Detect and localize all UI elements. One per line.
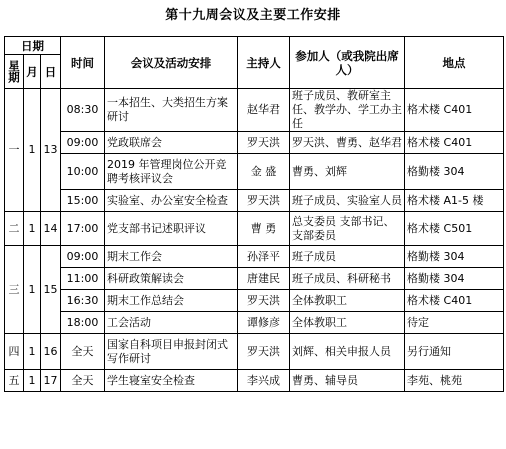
schedule-body [5, 89, 504, 392]
table-row [5, 89, 504, 132]
location-cell: 格勤楼 304 [405, 154, 504, 190]
time-cell: 17:00 [61, 212, 105, 246]
time-cell: 16:30 [61, 290, 105, 312]
day-week-cell: 一 [5, 89, 24, 212]
attendees-cell: 班子成员、教研室主任、教学办、学工办主任 [290, 89, 405, 132]
attendees-cell: 全体教职工 [290, 312, 405, 334]
host-cell: 唐建民 [238, 268, 290, 290]
host-cell: 赵华君 [238, 89, 290, 132]
header-activity: 会议及活动安排 [105, 37, 238, 89]
attendees-cell: 班子成员、科研秘书 [290, 268, 405, 290]
day-month-cell: 1 [24, 334, 41, 370]
page-title: 第十九周会议及主要工作安排 [165, 8, 341, 23]
table-row [5, 132, 504, 154]
activity-cell: 工会活动 [105, 312, 238, 334]
day-date-cell: 17 [41, 370, 61, 392]
time-cell: 全天 [61, 334, 105, 370]
table-row [5, 190, 504, 212]
day-month-cell: 1 [24, 246, 41, 334]
activity-cell: 期末工作总结会 [105, 290, 238, 312]
header-attendees: 参加人（或我院出席人） [290, 37, 405, 89]
day-week-cell: 四 [5, 334, 24, 370]
location-cell: 格术楼 C401 [405, 89, 504, 132]
table-row [5, 154, 504, 190]
time-cell: 15:00 [61, 190, 105, 212]
host-cell: 谭修彦 [238, 312, 290, 334]
host-cell: 曹 勇 [238, 212, 290, 246]
time-cell: 08:30 [61, 89, 105, 132]
host-cell: 罗天洪 [238, 290, 290, 312]
header-week: 星期 [5, 55, 24, 89]
time-cell: 10:00 [61, 154, 105, 190]
activity-cell: 2019 年管理岗位公开竞聘考核评议会 [105, 154, 238, 190]
table-row [5, 312, 504, 334]
day-date-cell: 15 [41, 246, 61, 334]
header-time: 时间 [61, 37, 105, 89]
attendees-cell: 班子成员 [290, 246, 405, 268]
location-cell: 格术楼 C401 [405, 290, 504, 312]
schedule-table [4, 36, 504, 392]
table-row [5, 334, 504, 370]
time-cell: 11:00 [61, 268, 105, 290]
location-cell: 格术楼 C501 [405, 212, 504, 246]
activity-cell: 期末工作会 [105, 246, 238, 268]
attendees-cell: 班子成员、实验室人员 [290, 190, 405, 212]
host-cell: 孙泽平 [238, 246, 290, 268]
attendees-cell: 总支委员 支部书记、支部委员 [290, 212, 405, 246]
table-row [5, 290, 504, 312]
table-row [5, 370, 504, 392]
host-cell: 罗天洪 [238, 190, 290, 212]
day-week-cell: 三 [5, 246, 24, 334]
activity-cell: 科研政策解读会 [105, 268, 238, 290]
time-cell: 09:00 [61, 246, 105, 268]
location-cell: 另行通知 [405, 334, 504, 370]
host-cell: 罗天洪 [238, 132, 290, 154]
location-cell: 待定 [405, 312, 504, 334]
attendees-cell: 罗天洪、曹勇、赵华君 [290, 132, 405, 154]
header-month: 月 [24, 55, 41, 89]
activity-cell: 党支部书记述职评议 [105, 212, 238, 246]
location-cell: 李苑、桃苑 [405, 370, 504, 392]
header-date: 日期 [5, 37, 61, 55]
host-cell: 金 盛 [238, 154, 290, 190]
day-month-cell: 1 [24, 89, 41, 212]
location-cell: 格术楼 A1-5 楼 [405, 190, 504, 212]
activity-cell: 党政联席会 [105, 132, 238, 154]
location-cell: 格勤楼 304 [405, 268, 504, 290]
attendees-cell: 曹勇、刘辉 [290, 154, 405, 190]
activity-cell: 国家自科项目申报封闭式写作研讨 [105, 334, 238, 370]
host-cell: 罗天洪 [238, 334, 290, 370]
day-date-cell: 14 [41, 212, 61, 246]
attendees-cell: 曹勇、辅导员 [290, 370, 405, 392]
host-cell: 李兴成 [238, 370, 290, 392]
table-row [5, 268, 504, 290]
day-date-cell: 16 [41, 334, 61, 370]
location-cell: 格术楼 C401 [405, 132, 504, 154]
header-host: 主持人 [238, 37, 290, 89]
time-cell: 18:00 [61, 312, 105, 334]
activity-cell: 学生寝室安全检查 [105, 370, 238, 392]
day-week-cell: 二 [5, 212, 24, 246]
time-cell: 全天 [61, 370, 105, 392]
activity-cell: 实验室、办公室安全检查 [105, 190, 238, 212]
table-row [5, 212, 504, 246]
location-cell: 格勤楼 304 [405, 246, 504, 268]
header-day: 日 [41, 55, 61, 89]
time-cell: 09:00 [61, 132, 105, 154]
activity-cell: 一本招生、大类招生方案研讨 [105, 89, 238, 132]
attendees-cell: 刘辉、相关申报人员 [290, 334, 405, 370]
day-date-cell: 13 [41, 89, 61, 212]
table-row [5, 246, 504, 268]
day-month-cell: 1 [24, 370, 41, 392]
attendees-cell: 全体教职工 [290, 290, 405, 312]
day-month-cell: 1 [24, 212, 41, 246]
day-week-cell: 五 [5, 370, 24, 392]
header-location: 地点 [405, 37, 504, 89]
